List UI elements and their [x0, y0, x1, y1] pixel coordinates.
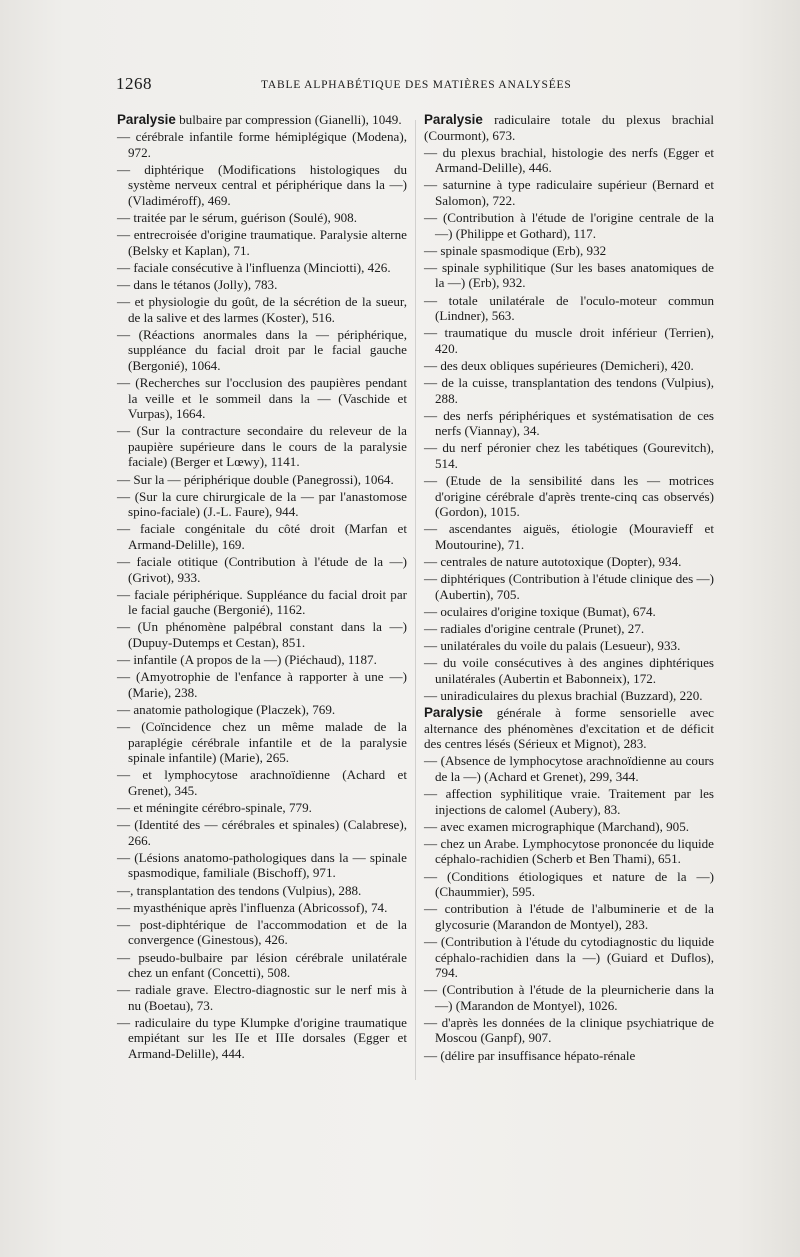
index-entry: — contribution à l'étude de l'albuminerie et de la glycosurie (Marandon de Montyel), 283. [424, 901, 714, 932]
entry-headword: Paralysie [424, 705, 483, 721]
index-entry: — radiales d'origine centrale (Prunet), 27. [424, 621, 645, 637]
index-entry: — (Contribution à l'étude de l'origine centrale de la —) (Philippe et Gothard), 117. [424, 210, 714, 241]
index-entry: — infantile (A propos de la —) (Piéchaud), 1187. [117, 652, 377, 668]
index-entry: — (Lésions anatomo-pathologiques dans la — spinale spasmodique, familiale (Bischoff), 971. [117, 849, 407, 881]
index-entry: — (Sur la cure chirurgicale de la — par l'anastomose spino-faciale) (J.-L. Faure), 944. [117, 488, 407, 520]
index-entry: — spinale syphilitique (Sur les bases anatomiques de la —) (Erb), 932. [424, 259, 714, 291]
index-entry: — pseudo-bulbaire par lésion cérébrale unilatérale chez un enfant (Concetti), 508. [117, 949, 407, 981]
index-entry: — (Sur la contracture secondaire du releveur de la paupière supérieure dans le cours de la paralysie faciale) (Berger et Lœwy), 1141. [117, 423, 407, 470]
index-entry: — (Absence de lymphocytose arachnoïdienne au cours de la —) (Achard et Grenet), 299, 344. [424, 753, 714, 784]
index-entry: — et physiologie du goût, de la sécrétion de la sueur, de la salive et des larmes (Koster), 516. [117, 294, 407, 325]
index-entry: — des nerfs périphériques et systématisation de ces nerfs (Viannay), 34. [424, 407, 714, 439]
index-entry: — (délire par insuffisance hépato-rénale [424, 1047, 636, 1063]
index-entry: — d'après les données de la clinique psychiatrique de Moscou (Ganpf), 907. [424, 1014, 714, 1046]
index-entry: — entrecroisée d'origine traumatique. Paralysie alterne (Belsky et Kaplan), 71. [117, 227, 407, 258]
index-entry: — traumatique du muscle droit inférieur (Terrien), 420. [424, 325, 714, 356]
index-entry: — du voile consécutives à des angines diphtériques unilatérales (Aubertin et Babonneix), 172. [424, 655, 714, 686]
index-entry: — cérébrale infantile forme hémiplégique (Modena), 972. [117, 129, 407, 160]
index-entry: — myasthénique après l'influenza (Abricossof), 74. [117, 899, 388, 915]
index-entry: — faciale otitique (Contribution à l'étude de la —) (Grivot), 933. [117, 554, 407, 585]
left-column [117, 112, 407, 1063]
index-entry: — (Recherches sur l'occlusion des paupières pendant la veille et le sommeil dans la — (Vaschide et Vurpas), 1664. [117, 375, 407, 422]
index-entry: — post-diphtérique de l'accommodation et de la convergence (Ginestous), 426. [117, 916, 407, 948]
index-entry: — radiale grave. Electro-diagnostic sur le nerf mis à nu (Boetau), 73. [117, 982, 407, 1013]
index-entry: — ascendantes aiguës, étiologie (Mouravieff et Moutourine), 71. [424, 521, 714, 552]
index-entry: — faciale congénitale du côté droit (Marfan et Armand-Delille), 169. [117, 521, 407, 552]
index-entry: — centrales de nature autotoxique (Dopter), 934. [424, 554, 682, 570]
entry-headword: Paralysie [117, 112, 176, 127]
column-divider [415, 120, 416, 1080]
index-entry: — (Réactions anormales dans la — périphérique, suppléance du facial droit par le facial gauche (Bergonié), 1064. [117, 326, 407, 373]
page-number: 1268 [116, 74, 152, 93]
index-entry: — chez un Arabe. Lymphocytose prononcée du liquide céphalo-rachidien (Scherb et Ben Thami), 651. [424, 835, 714, 867]
index-entry: — (Amyotrophie de l'enfance à rapporter à une —) (Marie), 238. [117, 669, 407, 700]
index-entry: —, transplantation des tendons (Vulpius), 288. [117, 882, 362, 898]
index-entry: — (Contribution à l'étude de la pleurnicherie dans la —) (Marandon de Montyel), 1026. [424, 982, 714, 1013]
index-entry: — affection syphilitique vraie. Traitement par les injections de calomel (Aubery), 83. [424, 786, 714, 817]
index-entry: — traitée par le sérum, guérison (Soulé), 908. [117, 210, 357, 226]
index-entry: — saturnine à type radiculaire supérieur (Bernard et Salomon), 722. [424, 177, 714, 208]
index-entry: — diphtérique (Modifications histologiques du système nerveux central et périphérique dans la —) (Vladiméroff), 469. [117, 161, 407, 208]
index-entry: — oculaires d'origine toxique (Bumat), 674. [424, 603, 656, 619]
index-entry: — (Un phénomène palpébral constant dans la —) (Dupuy-Dutemps et Cestan), 851. [117, 619, 407, 650]
index-entry: — totale unilatérale de l'oculo-moteur commun (Lindner), 563. [424, 292, 714, 324]
index-entry: — faciale périphérique. Suppléance du facial droit par le facial gauche (Bergonié), 1162. [117, 586, 407, 618]
entry-text: radiculaire totale du plexus brachial (Courmont), 673. [424, 112, 714, 143]
index-entry: — de la cuisse, transplantation des tendons (Vulpius), 288. [424, 375, 714, 406]
index-entry: — (Conditions étiologiques et nature de la —) (Chaummier), 595. [424, 868, 714, 900]
index-entry: — dans le tétanos (Jolly), 783. [117, 277, 278, 293]
index-entry: — anatomie pathologique (Placzek), 769. [117, 701, 336, 717]
index-entry: — avec examen micrographique (Marchand), 905. [424, 818, 690, 834]
entry-text: bulbaire par compression (Gianelli), 1049. [175, 112, 402, 127]
index-entry: — du nerf péronier chez les tabétiques (Gourevitch), 514. [424, 440, 714, 472]
index-entry [424, 705, 714, 752]
index-entry: — uniradiculaires du plexus brachial (Buzzard), 220. [424, 688, 703, 704]
index-entry: — spinale spasmodique (Erb), 932 [424, 242, 607, 258]
index-entry: — des deux obliques supérieures (Demicheri), 420. [424, 357, 694, 373]
index-entry: — Sur la — périphérique double (Panegrossi), 1064. [117, 471, 394, 487]
index-entry [424, 112, 714, 143]
index-entry: — du plexus brachial, histologie des nerfs (Egger et Armand-Delille), 446. [424, 144, 714, 176]
right-column [424, 112, 714, 1065]
index-entry [117, 112, 407, 128]
index-entry: — (Etude de la sensibilité dans les — motrices d'origine cérébrale d'après trente-cinq cas observés) (Gordon), 1015. [424, 473, 714, 520]
index-entry: — (Identité des — cérébrales et spinales) (Calabrese), 266. [117, 817, 407, 848]
index-entry: — (Coïncidence chez un même malade de la paraplégie cérébrale infantile et de la paralysie spinale infantile) (Marie), 265. [117, 719, 407, 766]
index-entry: — faciale consécutive à l'influenza (Minciotti), 426. [117, 259, 391, 275]
entry-headword: Paralysie [424, 112, 483, 127]
index-entry: — radiculaire du type Klumpke d'origine traumatique empiétant sur les IIe et IIIe dorsales (Egger et Armand-Delille), 444. [117, 1014, 407, 1061]
page-header [116, 74, 716, 98]
index-entry: — (Contribution à l'étude du cytodiagnostic du liquide céphalo-rachidien dans la —) (Guiard et Duflos), 794. [424, 933, 714, 981]
index-entry: — unilatérales du voile du palais (Lesueur), 933. [424, 638, 681, 654]
entry-text: générale à forme sensorielle avec alternance des phénomènes d'excitation et de déficit des centres lésés (Sérieux et Mignot), 283. [424, 705, 714, 752]
index-entry: — et méningite cérébro-spinale, 779. [117, 800, 312, 816]
index-entry: — et lymphocytose arachnoïdienne (Achard et Grenet), 345. [117, 767, 407, 798]
running-title: TABLE ALPHABÉTIQUE DES MATIÈRES ANALYSÉES [261, 79, 572, 91]
index-entry: — diphtériques (Contribution à l'étude clinique des —) (Aubertin), 705. [424, 571, 714, 602]
